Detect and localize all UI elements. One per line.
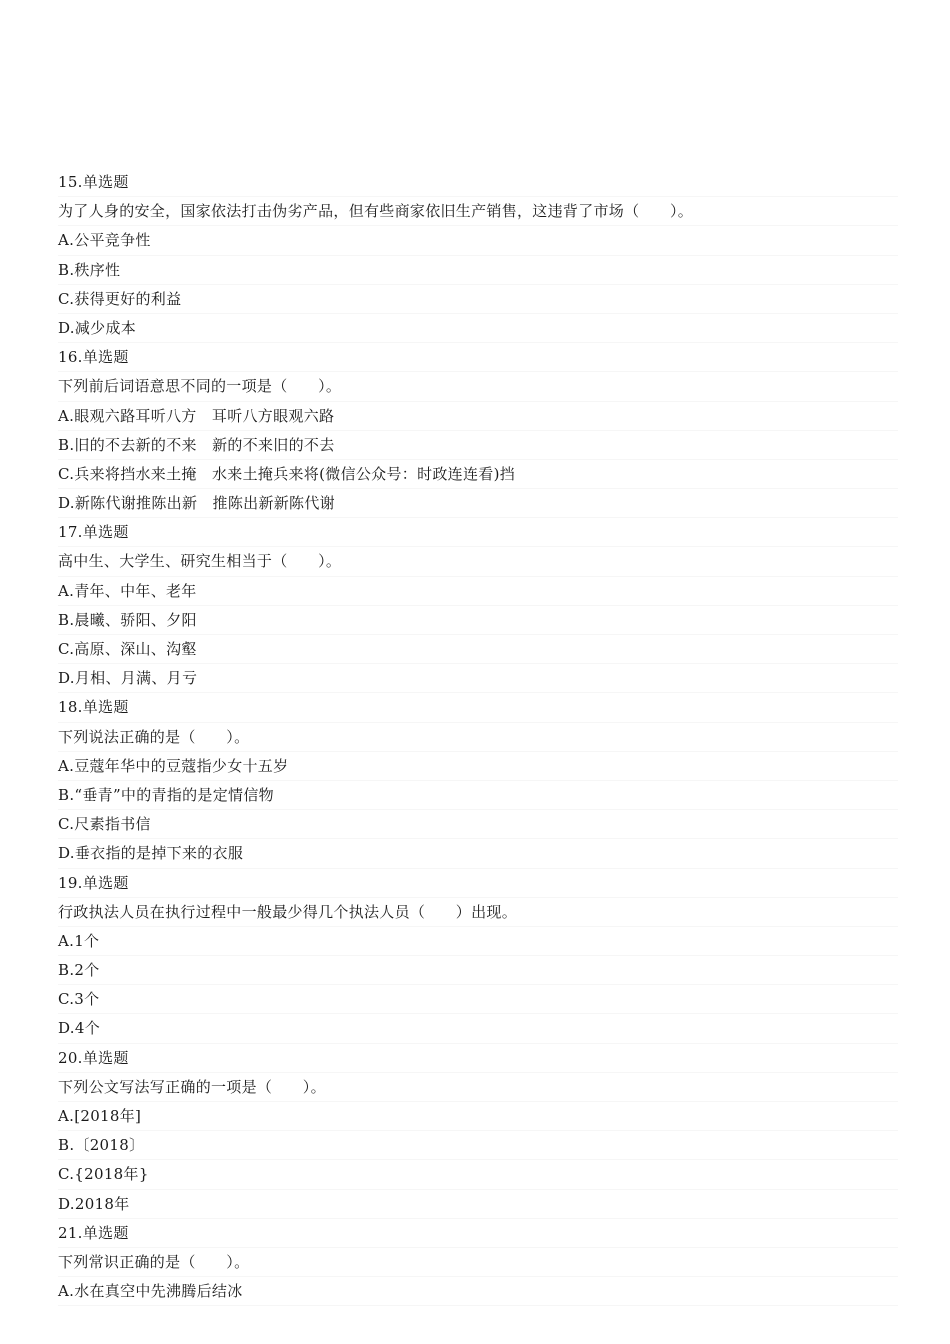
question-21-stem: 下列常识正确的是（ ）。 — [58, 1248, 898, 1277]
question-18-option-c: C.尺素指书信 — [58, 810, 898, 839]
question-16-option-b: B.旧的不去新的不来 新的不来旧的不去 — [58, 431, 898, 460]
question-16-option-d: D.新陈代谢推陈出新 推陈出新新陈代谢 — [58, 489, 898, 518]
question-20-header: 20.单选题 — [58, 1044, 898, 1073]
question-20-option-b: B.〔2018〕 — [58, 1131, 898, 1160]
question-19-option-d: D.4个 — [58, 1014, 898, 1043]
question-15-option-c: C.获得更好的利益 — [58, 285, 898, 314]
question-19-option-c: C.3个 — [58, 985, 898, 1014]
question-15-header: 15.单选题 — [58, 168, 898, 197]
question-18-option-d: D.垂衣指的是掉下来的衣服 — [58, 839, 898, 868]
question-18-option-a: A.豆蔻年华中的豆蔻指少女十五岁 — [58, 752, 898, 781]
question-15-option-a: A.公平竞争性 — [58, 226, 898, 255]
question-18-stem: 下列说法正确的是（ ）。 — [58, 723, 898, 752]
question-20-option-d: D.2018年 — [58, 1190, 898, 1219]
question-21-option-a: A.水在真空中先沸腾后结冰 — [58, 1277, 898, 1306]
question-18-header: 18.单选题 — [58, 693, 898, 722]
question-17-option-a: A.青年、中年、老年 — [58, 577, 898, 606]
question-17-option-c: C.高原、深山、沟壑 — [58, 635, 898, 664]
question-16-option-a: A.眼观六路耳听八方 耳听八方眼观六路 — [58, 402, 898, 431]
question-17-stem: 高中生、大学生、研究生相当于（ ）。 — [58, 547, 898, 576]
question-16-header: 16.单选题 — [58, 343, 898, 372]
question-15-option-d: D.减少成本 — [58, 314, 898, 343]
question-21-header: 21.单选题 — [58, 1219, 898, 1248]
question-20-option-c: C.{2018年} — [58, 1160, 898, 1189]
question-15-option-b: B.秩序性 — [58, 256, 898, 285]
question-18-option-b: B.“垂青”中的青指的是定情信物 — [58, 781, 898, 810]
question-19-option-a: A.1个 — [58, 927, 898, 956]
question-list — [58, 168, 898, 1306]
question-16-stem: 下列前后词语意思不同的一项是（ ）。 — [58, 372, 898, 401]
question-17-option-d: D.月相、月满、月亏 — [58, 664, 898, 693]
question-20-stem: 下列公文写法写正确的一项是（ ）。 — [58, 1073, 898, 1102]
question-17-header: 17.单选题 — [58, 518, 898, 547]
question-20-option-a: A.[2018年] — [58, 1102, 898, 1131]
question-19-header: 19.单选题 — [58, 869, 898, 898]
question-19-option-b: B.2个 — [58, 956, 898, 985]
question-19-stem: 行政执法人员在执行过程中一般最少得几个执法人员（ ）出现。 — [58, 898, 898, 927]
question-15-stem: 为了人身的安全，国家依法打击伪劣产品，但有些商家依旧生产销售，这违背了市场（ ）。 — [58, 197, 898, 226]
question-16-option-c: C.兵来将挡水来土掩 水来土掩兵来将(微信公众号：时政连连看)挡 — [58, 460, 898, 489]
question-17-option-b: B.晨曦、骄阳、夕阳 — [58, 606, 898, 635]
